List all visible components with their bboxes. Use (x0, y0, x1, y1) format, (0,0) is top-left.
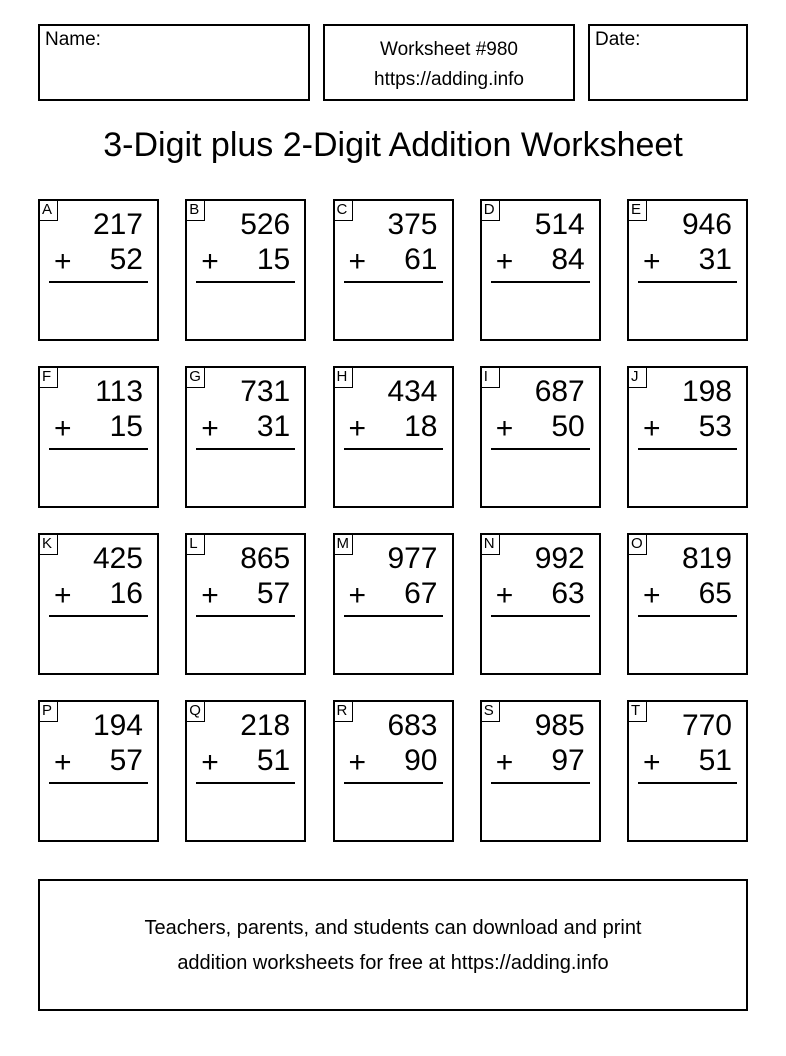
plus-sign: + (201, 245, 219, 278)
addend-top: 992 (534, 542, 585, 575)
problem-letter: D (480, 199, 500, 221)
problem-letter: P (38, 700, 58, 722)
addend-bottom: 15 (256, 243, 291, 276)
problem-card[interactable] (333, 700, 454, 842)
answer-line (49, 782, 148, 784)
problem-letter: M (333, 533, 353, 555)
problem-card[interactable] (627, 366, 748, 508)
answer-line (196, 782, 295, 784)
addend-bottom: 52 (109, 243, 143, 276)
addend-bottom: 65 (698, 577, 732, 610)
addend-bottom: 57 (256, 577, 291, 610)
problem-card[interactable] (38, 199, 159, 341)
addend-top: 217 (92, 208, 143, 241)
problem-letter: G (185, 366, 205, 388)
problem-letter: O (627, 533, 647, 555)
answer-line (638, 615, 737, 617)
addend-bottom: 57 (109, 744, 143, 777)
addend-bottom: 51 (256, 744, 291, 777)
addend-top: 425 (92, 542, 143, 575)
addend-top: 985 (534, 709, 585, 742)
addend-top: 113 (95, 375, 143, 408)
answer-line (491, 782, 590, 784)
addend-top: 526 (240, 208, 291, 241)
addend-top: 218 (240, 709, 291, 742)
answer-line (638, 448, 737, 450)
answer-line (344, 448, 443, 450)
answer-line (49, 615, 148, 617)
problem-letter: K (38, 533, 58, 555)
addend-bottom: 63 (551, 577, 585, 610)
problem-letter: N (480, 533, 500, 555)
plus-sign: + (643, 579, 661, 612)
date-label: Date: (595, 29, 641, 50)
name-field[interactable] (38, 24, 310, 101)
problem-card[interactable] (185, 533, 306, 675)
addend-top: 194 (92, 709, 143, 742)
problem-card[interactable] (333, 366, 454, 508)
addend-top: 375 (387, 208, 438, 241)
problem-letter: S (480, 700, 500, 722)
plus-sign: + (495, 579, 514, 612)
problem-letter: L (185, 533, 205, 555)
addend-top: 687 (534, 375, 585, 408)
plus-sign: + (643, 746, 661, 779)
problem-letter: H (333, 366, 353, 388)
plus-sign: + (643, 245, 661, 278)
answer-line (49, 281, 148, 283)
problem-letter: E (627, 199, 647, 221)
addend-bottom: 31 (698, 243, 732, 276)
addend-bottom: 90 (404, 744, 438, 777)
problem-letter: C (333, 199, 353, 221)
addend-top: 946 (681, 208, 732, 241)
problem-letter: J (627, 366, 647, 388)
problem-card[interactable] (38, 700, 159, 842)
answer-line (344, 281, 443, 283)
plus-sign: + (348, 579, 367, 612)
worksheet-url: https://adding.info (374, 69, 524, 90)
plus-sign: + (54, 412, 72, 445)
answer-line (49, 448, 148, 450)
answer-line (196, 281, 295, 283)
plus-sign: + (495, 412, 514, 445)
problem-card[interactable] (480, 533, 601, 675)
problem-card[interactable] (480, 366, 601, 508)
problem-card[interactable] (333, 533, 454, 675)
plus-sign: + (643, 412, 661, 445)
addend-top: 865 (240, 542, 291, 575)
worksheet-info-box (323, 24, 575, 101)
addend-top: 731 (240, 375, 291, 408)
problem-card[interactable] (627, 199, 748, 341)
addend-bottom: 67 (404, 577, 438, 610)
problem-card[interactable] (38, 533, 159, 675)
problem-card[interactable] (185, 366, 306, 508)
problem-card[interactable] (185, 700, 306, 842)
addend-bottom: 18 (404, 410, 438, 443)
problem-card[interactable] (480, 700, 601, 842)
addend-top: 770 (681, 709, 732, 742)
plus-sign: + (348, 245, 367, 278)
plus-sign: + (348, 746, 367, 779)
footer-box (38, 879, 748, 1011)
problem-card[interactable] (627, 533, 748, 675)
plus-sign: + (54, 579, 72, 612)
answer-line (638, 281, 737, 283)
footer-line-1: Teachers, parents, and students can download and print (144, 917, 642, 939)
addend-top: 683 (387, 709, 438, 742)
name-label: Name: (45, 29, 101, 50)
problem-letter: A (38, 199, 58, 221)
problem-letter: Q (185, 700, 205, 722)
plus-sign: + (54, 245, 72, 278)
addend-top: 977 (387, 542, 438, 575)
date-field[interactable] (588, 24, 748, 101)
answer-line (491, 448, 590, 450)
addend-bottom: 61 (404, 243, 438, 276)
addend-top: 198 (681, 375, 732, 408)
problem-card[interactable] (38, 366, 159, 508)
addend-bottom: 51 (698, 744, 732, 777)
plus-sign: + (495, 245, 514, 278)
addend-bottom: 16 (109, 577, 143, 610)
problem-card[interactable] (627, 700, 748, 842)
plus-sign: + (54, 746, 72, 779)
addend-bottom: 84 (551, 243, 585, 276)
answer-line (196, 448, 295, 450)
footer-line-2: addition worksheets for free at https://adding.info (177, 952, 609, 974)
plus-sign: + (201, 579, 219, 612)
answer-line (491, 615, 590, 617)
addend-top: 819 (681, 542, 732, 575)
problem-letter: R (333, 700, 353, 722)
addend-bottom: 31 (256, 410, 291, 443)
addend-top: 434 (387, 375, 438, 408)
page-title: 3-Digit plus 2-Digit Addition Worksheet (103, 126, 683, 164)
problem-letter: F (38, 366, 58, 388)
problem-card[interactable] (333, 199, 454, 341)
problem-letter: I (480, 366, 500, 388)
plus-sign: + (201, 746, 219, 779)
problem-card[interactable] (480, 199, 601, 341)
answer-line (638, 782, 737, 784)
addend-bottom: 53 (698, 410, 732, 443)
answer-line (196, 615, 295, 617)
addend-top: 514 (534, 208, 585, 241)
plus-sign: + (201, 412, 219, 445)
answer-line (344, 782, 443, 784)
problem-card[interactable] (185, 199, 306, 341)
problem-letter: B (185, 199, 205, 221)
addend-bottom: 50 (551, 410, 585, 443)
plus-sign: + (495, 746, 514, 779)
problem-letter: T (627, 700, 647, 722)
worksheet-number: Worksheet #980 (379, 39, 518, 60)
addend-bottom: 97 (551, 744, 585, 777)
plus-sign: + (348, 412, 367, 445)
problem-grid (38, 199, 748, 842)
answer-line (344, 615, 443, 617)
addend-bottom: 15 (109, 410, 143, 443)
answer-line (491, 281, 590, 283)
